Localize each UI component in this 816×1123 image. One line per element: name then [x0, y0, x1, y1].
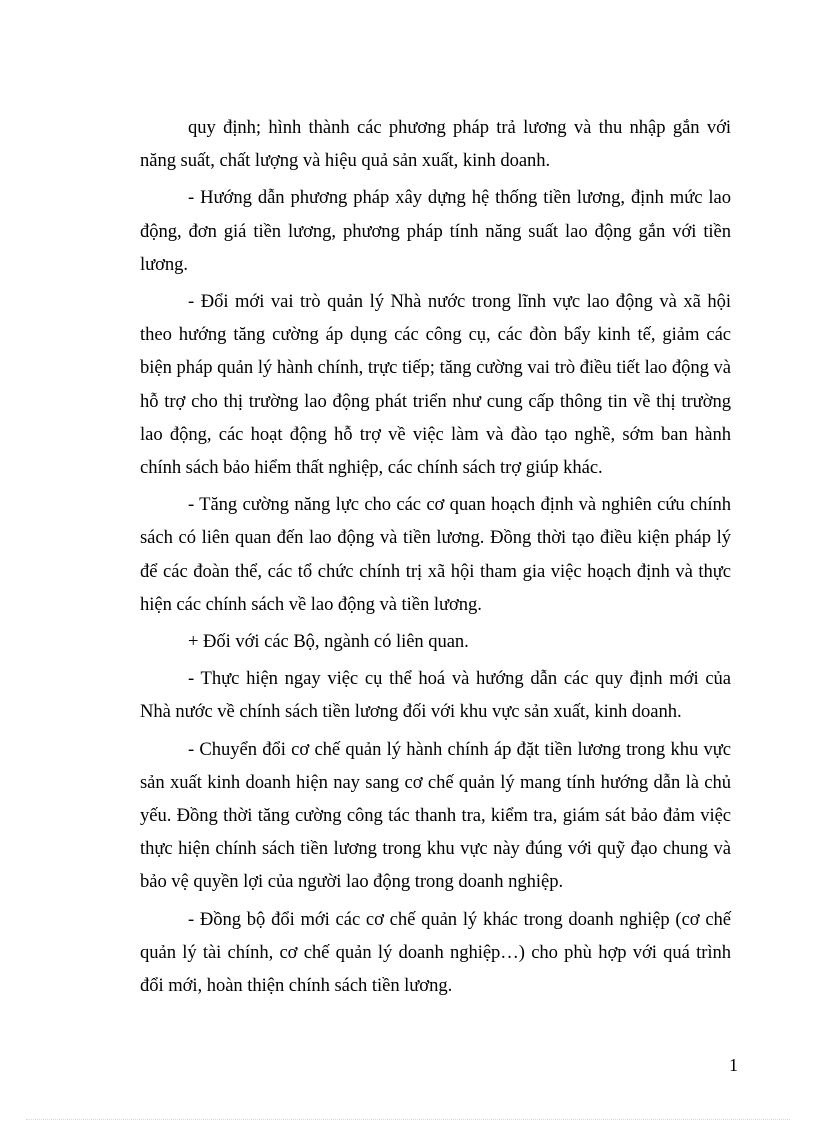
- paragraph-continuation: quy định; hình thành các phương pháp trả lương và thu nhập gắn với năng suất, chất lượng và hiệu quả sản xuất, kinh doanh.: [140, 117, 731, 172]
- page-bottom-divider: [26, 1119, 790, 1120]
- paragraph-synchronous-reform: - Đồng bộ đổi mới các cơ chế quản lý khác trong doanh nghiệp (cơ chế quản lý tài chính, cơ chế quản lý doanh nghiệp…) cho phù hợp với quá trình đổi mới, hoàn thiện chính sách tiền lương.: [140, 908, 731, 997]
- paragraph-capacity-building: - Tăng cường năng lực cho các cơ quan hoạch định và nghiên cứu chính sách có liên quan đến lao động và tiền lương. Đồng thời tạo điều kiện pháp lý để các đoàn thể, các tổ chức chính trị xã hội tham gia việc hoạch định và thực hiện các chính sách về lao động và tiền lương.: [140, 494, 731, 615]
- paragraph-implement-regulations: - Thực hiện ngay việc cụ thể hoá và hướng dẫn các quy định mới của Nhà nước về chính sách tiền lương đối với khu vực sản xuất, kinh doanh.: [140, 668, 731, 723]
- paragraph-wage-system-guidance: - Hướng dẫn phương pháp xây dựng hệ thống tiền lương, định mức lao động, đơn giá tiền lương, phương pháp tính năng suất lao động gắn với tiền lương.: [140, 187, 731, 275]
- paragraph-ministries-heading: + Đối với các Bộ, ngành có liên quan.: [188, 631, 469, 653]
- paragraph-mechanism-change: - Chuyển đổi cơ chế quản lý hành chính áp đặt tiền lương trong khu vực sản xuất kinh doanh hiện nay sang cơ chế quản lý mang tính hướng dẫn là chủ yếu. Đồng thời tăng cường công tác thanh tra, kiểm tra, giám sát bảo đảm việc thực hiện chính sách tiền lương trong khu vực này đúng với quỹ đạo chung và bảo vệ quyền lợi của người lao động trong doanh nghiệp.: [140, 738, 731, 893]
- page-body: [140, 111, 731, 1002]
- page-number: 1: [729, 1055, 738, 1075]
- paragraph-state-management-reform: - Đổi mới vai trò quản lý Nhà nước trong lĩnh vực lao động và xã hội theo hướng tăng cường áp dụng các công cụ, các đòn bẩy kinh tế, giảm các biện pháp quản lý hành chính, trực tiếp; tăng cường vai trò điều tiết lao động và hỗ trợ cho thị trường lao động phát triển như cung cấp thông tin về thị trường lao động, các hoạt động hỗ trợ về việc làm và đào tạo nghề, sớm ban hành chính sách bảo hiểm thất nghiệp, các chính sách trợ giúp khác.: [140, 291, 731, 479]
